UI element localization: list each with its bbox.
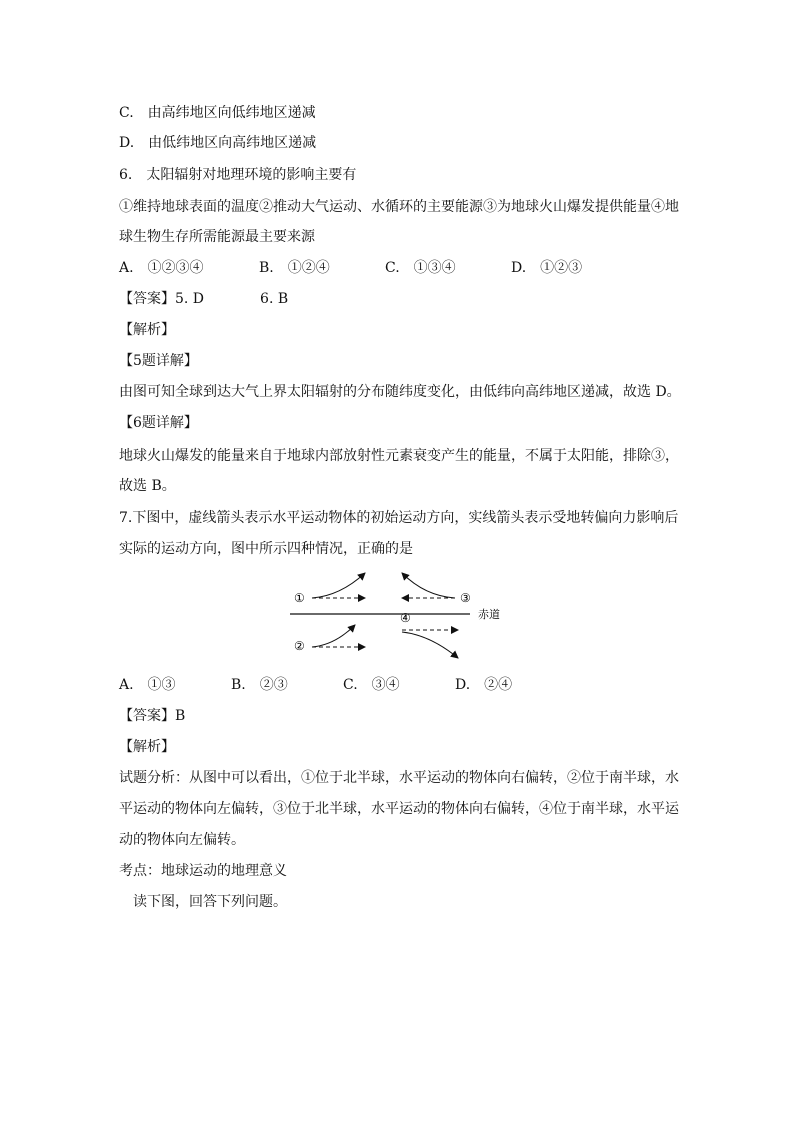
q7-options	[119, 675, 512, 695]
arrow-3-solid	[402, 573, 455, 598]
q7-option-c: C. ③④	[343, 677, 400, 693]
detail-6-line1: 地球火山爆发的能量来自于地球内部放射性元素衰变产生的能量，不属于太阳能，排除③，	[119, 448, 679, 464]
label-2: ②	[294, 639, 305, 653]
label-3: ③	[460, 591, 471, 605]
coriolis-diagram	[280, 560, 520, 670]
analysis-header-2: 【解析】	[119, 739, 175, 755]
analysis-line2: 平运动的物体向左偏转，③位于北半球，水平运动的物体向右偏转，④位于南半球，水平运	[119, 801, 679, 817]
kaodian: 考点：地球运动的地理意义	[119, 863, 287, 879]
detail-5-header: 【5题详解】	[119, 353, 198, 369]
q7-option-a: A. ①③	[119, 677, 176, 693]
answer-7: 【答案】B	[119, 708, 186, 724]
arrow-2-solid	[312, 625, 355, 647]
analysis-header-1: 【解析】	[119, 322, 175, 338]
label-4: ④	[400, 611, 411, 625]
q6-stem: 6. 太阳辐射对地理环境的影响主要有	[119, 167, 357, 183]
q6-option-b: B. ①②④	[259, 260, 330, 276]
detail-5-text: 由图可知全球到达大气上界太阳辐射的分布随纬度变化，由低纬向高纬地区递减，故选 D。	[119, 384, 681, 400]
read-figure-prompt: 读下图，回答下列问题。	[133, 894, 287, 910]
detail-6-header: 【6题详解】	[119, 415, 198, 431]
equator-label: 赤道	[478, 608, 500, 621]
analysis-line1: 试题分析：从图中可以看出，①位于北半球，水平运动的物体向右偏转，②位于南半球，水	[119, 770, 679, 786]
arrow-1-solid	[312, 573, 365, 598]
label-1: ①	[294, 591, 305, 605]
answer-5-6: 【答案】5. D 6. B	[119, 291, 289, 307]
q7-stem-line2: 实际的运动方向，图中所示四种情况，正确的是	[119, 541, 413, 557]
detail-6-line2: 故选 B。	[119, 478, 176, 494]
q6-option-c: C. ①③④	[385, 260, 456, 276]
q6-desc-line1: ①维持地球表面的温度②推动大气运动、水循环的主要能源③为地球火山爆发提供能量④地	[119, 199, 679, 215]
q7-stem-line1: 7.下图中，虚线箭头表示水平运动物体的初始运动方向，实线箭头表示受地转偏向力影响后	[119, 510, 679, 526]
q7-option-b: B. ②③	[231, 677, 288, 693]
arrow-4-solid	[402, 632, 458, 658]
q6-options	[119, 258, 582, 278]
q6-option-a: A. ①②③④	[119, 260, 204, 276]
q5-option-c: C. 由高纬地区向低纬地区递减	[119, 105, 316, 121]
q6-option-d: D. ①②③	[511, 260, 583, 276]
analysis-line3: 动的物体向左偏转。	[119, 832, 245, 848]
q5-option-d: D. 由低纬地区向高纬地区递减	[119, 135, 317, 151]
q6-desc-line2: 球生物生存所需能源最主要来源	[119, 229, 315, 245]
q7-option-d: D. ②④	[455, 677, 513, 693]
